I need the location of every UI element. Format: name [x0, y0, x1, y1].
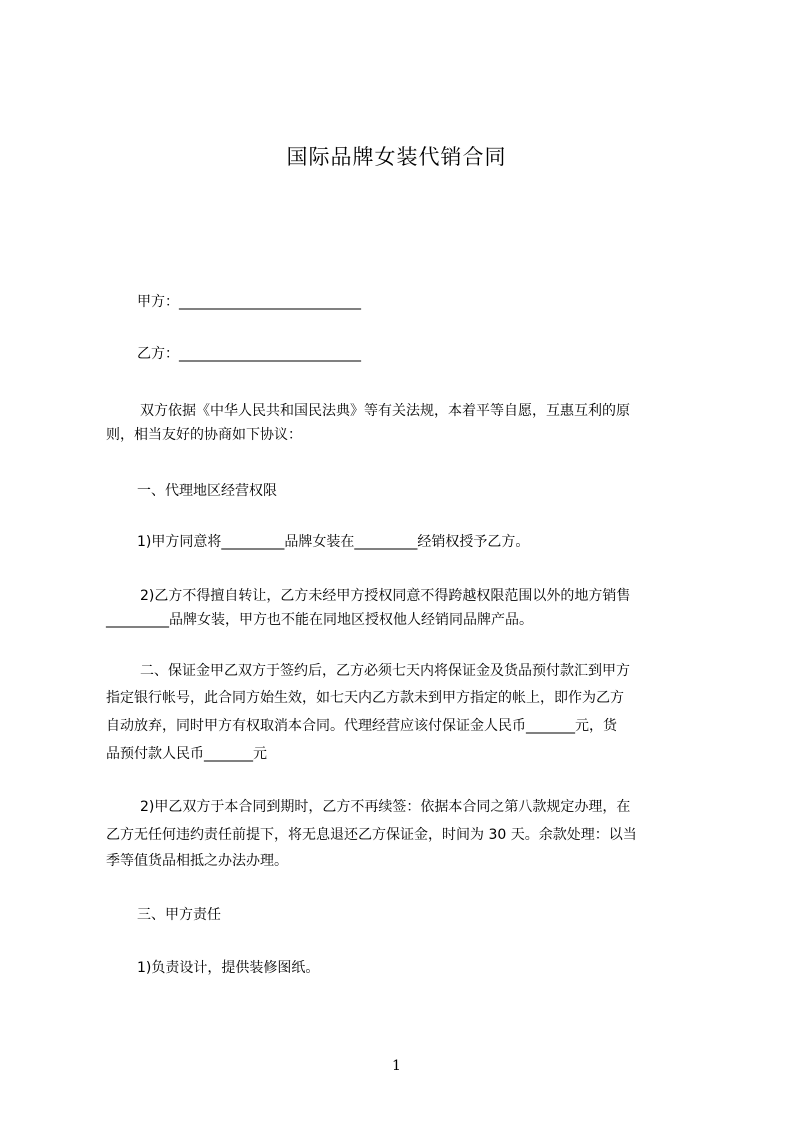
section-1-heading: 一、代理地区经营权限: [137, 483, 277, 499]
item-2-2-line-1: 2)甲乙双方于本合同到期时，乙方不再续签：依据本合同之第八款规定办理，在: [140, 799, 631, 815]
item-2-2-line-3: 季等值货品相抵之办法办理。: [106, 853, 288, 869]
party-a-line: 甲方：__________________________: [137, 294, 361, 310]
page-number: 1: [392, 1058, 401, 1074]
item-1-2-line-2: _________品牌女装，甲方也不能在同地区授权他人经销同品牌产品。: [106, 612, 533, 628]
section-2-line-4: 品预付款人民币_______元: [106, 746, 267, 762]
item-1-1: 1)甲方同意将_________品牌女装在_________经销权授予乙方。: [137, 534, 530, 550]
party-b-line: 乙方：__________________________: [137, 346, 361, 362]
section-3-heading: 三、甲方责任: [137, 907, 221, 923]
intro-line-2: 则，相当友好的协商如下协议：: [106, 427, 302, 443]
section-2-line-1: 二、保证金甲乙双方于签约后，乙方必须七天内将保证金及货品预付款汇到甲方: [140, 663, 630, 679]
item-3-1: 1)负责设计，提供装修图纸。: [137, 960, 320, 976]
item-1-2-line-1: 2)乙方不得擅自转让，乙方未经甲方授权同意不得跨越权限范围以外的地方销售: [140, 588, 631, 604]
intro-line-1: 双方依据《中华人民共和国民法典》等有关法规，本着平等自愿，互惠互利的原: [140, 403, 630, 419]
item-2-2-line-2: 乙方无任何违约责任前提下，将无息退还乙方保证金，时间为 30 天。余款处理：以当: [106, 827, 637, 843]
section-2-line-3: 自动放弃，同时甲方有权取消本合同。代理经营应该付保证金人民币_______元，货: [106, 718, 617, 734]
section-2-line-2: 指定银行帐号，此合同方始生效，如七天内乙方款未到甲方指定的帐上，即作为乙方: [106, 690, 624, 706]
document-title: 国际品牌女装代销合同: [286, 145, 507, 169]
